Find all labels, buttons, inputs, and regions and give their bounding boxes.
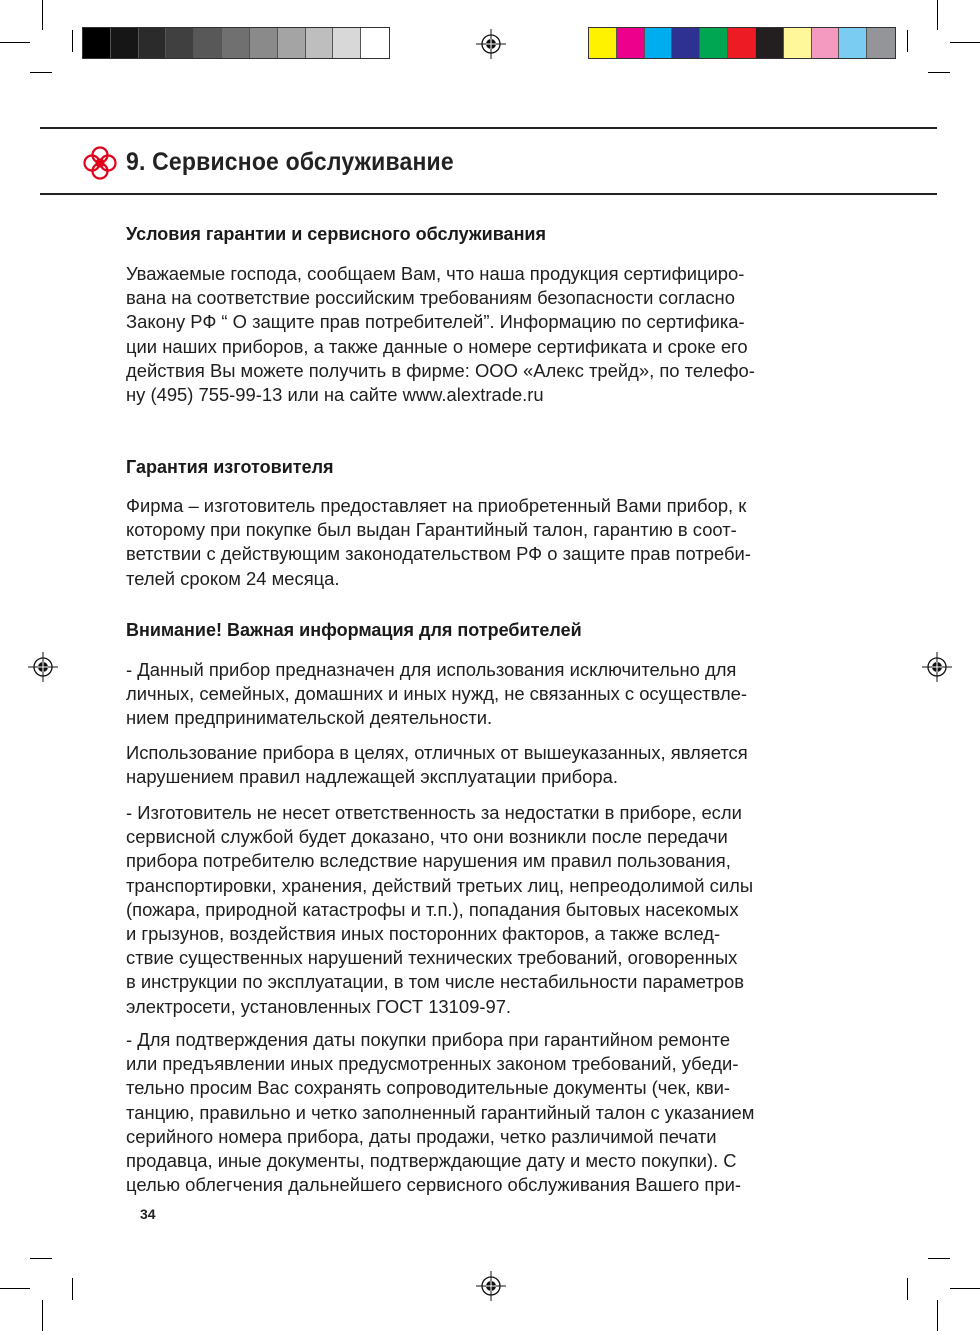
paragraph — [126, 801, 831, 1019]
paragraph — [126, 741, 831, 789]
text-line: электросети, установленных ГОСТ 13109-97. — [126, 995, 512, 1017]
text-line: нием предпринимательской деятельности. — [126, 707, 493, 729]
text-line: (пожара, природной катастрофы и т.п.), попадания бытовых насекомых — [126, 898, 739, 920]
text-line: - Данный прибор предназначен для использования исключительно для — [126, 659, 737, 680]
text-line: - Изготовитель не несет ответственность за недостатки в приборе, если — [126, 802, 742, 823]
text-line: или предъявлении иных предусмотренных законом требований, убеди- — [126, 1053, 739, 1075]
page-number: 34 — [140, 1206, 156, 1222]
text-line: нарушением правил надлежащей эксплуатации прибора. — [126, 766, 618, 788]
text-line: Фирма – изготовитель предоставляет на приобретенный Вами прибор, к — [126, 495, 747, 516]
text-line: тельно просим Вас сохранять сопроводительные документы (чек, кви- — [126, 1077, 731, 1099]
text-line: в инструкции по эксплуатации, в том числе нестабильности параметров — [126, 971, 745, 993]
color-swatch — [617, 28, 645, 58]
text-line: прибора потребителю вследствие нарушения им правил пользования, — [126, 850, 731, 872]
paragraph — [126, 494, 831, 591]
text-line: серийного номера прибора, даты продажи, четко различимой печати — [126, 1125, 717, 1147]
paragraph — [126, 1028, 831, 1197]
flower-knot-icon — [81, 144, 119, 182]
section-heading: Условия гарантии и сервисного обслуживания — [126, 224, 547, 244]
header-bottom-rule — [40, 193, 937, 195]
text-line: сервисной службой будет доказано, что они возникли после передачи — [126, 826, 728, 848]
color-swatch — [756, 28, 784, 58]
text-line: вана на соответствие российским требованиям безопасности согласно — [126, 287, 735, 309]
text-line: - Для подтверждения даты покупки прибора при гарантийном ремонте — [126, 1029, 731, 1050]
text-line: телей сроком 24 месяца. — [126, 567, 340, 589]
text-line: целью облегчения дальнейшего сервисного обслуживания Вашего при- — [126, 1174, 741, 1196]
registration-mark-icon — [922, 652, 952, 682]
text-line: Уважаемые господа, сообщаем Вам, что наша продукция сертифициро- — [126, 263, 745, 284]
color-swatch — [839, 28, 867, 58]
text-line: продавца, иные документы, подтверждающие дату и место покупки). С — [126, 1150, 737, 1172]
text-line: транспортировки, хранения, действий третьих лиц, непреодолимой силы — [126, 874, 754, 896]
section-heading: Гарантия изготовителя — [126, 457, 334, 477]
text-line: Использование прибора в целях, отличных от вышеуказанных, является — [126, 742, 748, 763]
gray-swatch — [222, 28, 250, 58]
gray-swatch — [111, 28, 139, 58]
color-swatch — [812, 28, 840, 58]
page-title: 9. Сервисное обслуживание — [126, 148, 454, 176]
gray-swatch — [278, 28, 306, 58]
text-line: ну (495) 755-99-13 или на сайте www.alextrade.ru — [126, 384, 544, 406]
gray-swatch — [250, 28, 278, 58]
gray-swatch — [306, 28, 334, 58]
grayscale-color-bar — [82, 27, 390, 59]
color-swatch — [867, 28, 895, 58]
text-line: личных, семейных, домашних и иных нужд, не связанных с осуществле- — [126, 683, 748, 705]
gray-swatch — [194, 28, 222, 58]
color-swatch — [645, 28, 673, 58]
color-swatch — [700, 28, 728, 58]
paragraph — [126, 262, 831, 407]
text-line: и грызунов, воздействия иных посторонних факторов, а также вслед- — [126, 923, 721, 945]
header-top-rule — [40, 127, 937, 129]
text-line: действия Вы можете получить в фирме: ООО «Алекс трейд», по телефо- — [126, 359, 755, 381]
text-line: ствие существенных нарушений технических требований, оговоренных — [126, 947, 738, 969]
gray-swatch — [83, 28, 111, 58]
text-line: Закону РФ “ О защите прав потребителей”. Информацию по сертифика- — [126, 311, 745, 333]
gray-swatch — [139, 28, 167, 58]
text-line: ции наших приборов, а также данные о номере сертификата и сроке его — [126, 335, 748, 357]
process-color-bar — [588, 27, 896, 59]
registration-mark-icon — [476, 29, 506, 59]
color-swatch — [728, 28, 756, 58]
registration-mark-icon — [28, 652, 58, 682]
registration-mark-icon — [476, 1271, 506, 1301]
gray-swatch — [166, 28, 194, 58]
text-line: танцию, правильно и четко заполненный гарантийный талон с указанием — [126, 1101, 755, 1123]
color-swatch — [672, 28, 700, 58]
section-heading: Внимание! Важная информация для потребителей — [126, 620, 582, 640]
color-swatch — [784, 28, 812, 58]
gray-swatch — [333, 28, 361, 58]
text-line: ветствии с действующим законодательством РФ о защите прав потреби- — [126, 543, 751, 565]
text-line: которому при покупке был выдан Гарантийный талон, гарантию в соот- — [126, 519, 737, 541]
paragraph — [126, 658, 831, 731]
color-swatch — [589, 28, 617, 58]
gray-swatch — [361, 28, 389, 58]
